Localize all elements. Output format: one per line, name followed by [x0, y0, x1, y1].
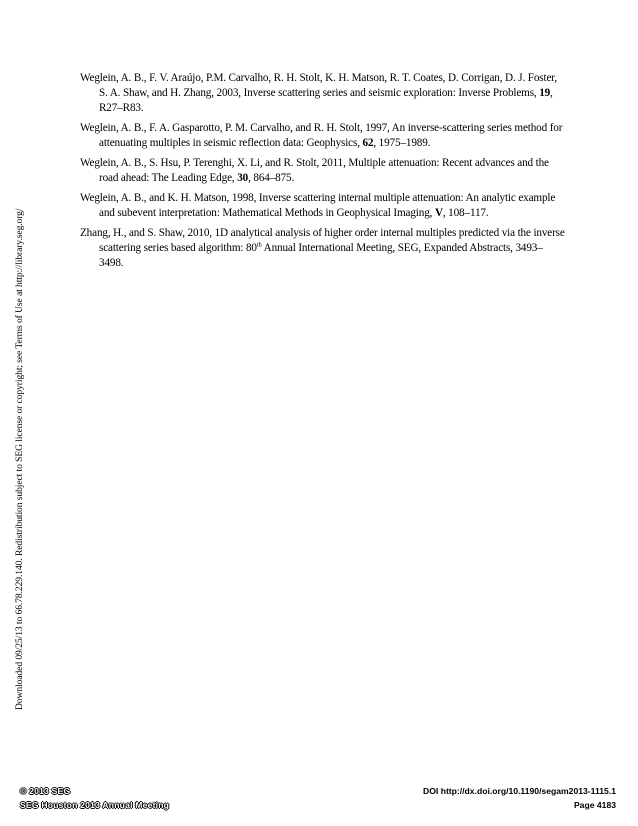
reference-weglein-2003: Weglein, A. B., F. V. Araújo, P.M. Carvalho, R. H. Stolt, K. H. Matson, R. T. Coates, D. Corrigan, D. J. Foster, S. A. Shaw, and H. Zhang, 2003, Inverse scattering series and seismic exploration: Inverse Problems, 19, R27–R83.: [80, 72, 558, 114]
reference-list: [80, 71, 566, 276]
reference-weglein-2011: Weglein, A. B., S. Hsu, P. Terenghi, X. Li, and R. Stolt, 2011, Multiple attenuation: Recent advances and the road ahead: The Leading Edge, 30, 864–875.: [80, 157, 549, 184]
ordinal-suffix: th: [256, 241, 262, 249]
download-stamp: Downloaded 09/25/13 to 66.78.229.140. Redistribution subject to SEG license or copyright; see Terms of Use at http://library.seg.org/: [14, 208, 25, 710]
doi-link[interactable]: DOI http://dx.doi.org/10.1190/segam2013-1115.1: [423, 786, 616, 796]
copyright-notice: © 2013 SEG: [20, 786, 71, 796]
volume: 30: [237, 172, 249, 184]
volume: 62: [362, 137, 374, 149]
reference-zhang-2010: Zhang, H., and S. Shaw, 2010, 1D analytical analysis of higher order internal multiples predicted via the inverse scattering series based algorithm: 80th Annual International Meeting, SEG, Expanded Abstracts, 3493–3498.: [80, 227, 565, 269]
reference-weglein-1998: Weglein, A. B., and K. H. Matson, 1998, Inverse scattering internal multiple attenuation: An analytic example and subevent interpretation: Mathematical Methods in Geophysical Imaging, V, 108–117.: [80, 192, 556, 219]
volume: 19: [539, 87, 551, 99]
page-number: Page 4183: [573, 800, 616, 810]
volume: V: [434, 207, 443, 219]
meeting-name: SEG Houston 2013 Annual Meeting: [20, 800, 170, 810]
reference-weglein-1997: Weglein, A. B., F. A. Gasparotto, P. M. Carvalho, and R. H. Stolt, 1997, An inverse-scattering series method for attenuating multiples in seismic reflection data: Geophysics, 62, 1975–1989.: [80, 122, 563, 149]
